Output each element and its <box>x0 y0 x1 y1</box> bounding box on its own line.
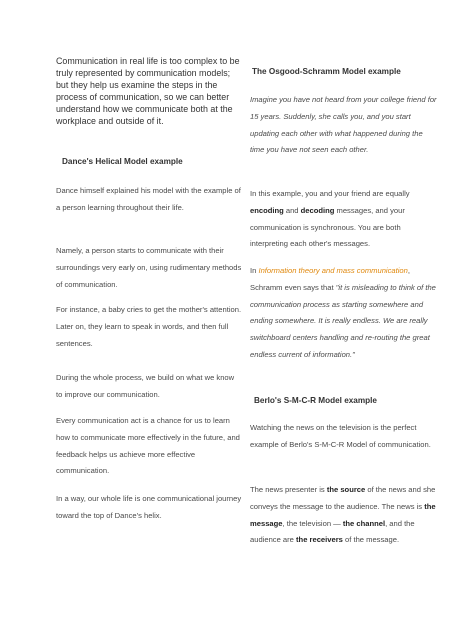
text-span: messages, and your communication is synchronous. You are both interpreting each other's messages. <box>250 205 405 249</box>
left-paragraph-2: Namely, a person starts to communicate with their surroundings very early on, using rudimentary methods of communication. <box>56 246 242 289</box>
text-span: The news presenter is <box>250 485 327 494</box>
bold-source: the source <box>326 485 366 494</box>
right-paragraph-2 <box>250 186 438 253</box>
bold-channel: the channel <box>342 518 386 528</box>
left-paragraph-4: During the whole process, we build on what we know to improve our communication. <box>56 373 235 399</box>
left-paragraph-1: Dance himself explained his model with the example of a person learning throughout their life. <box>56 186 241 212</box>
left-paragraph-6: In a way, our whole life is one communicational journey toward the top of Dance's helix. <box>56 494 242 520</box>
bold-decoding: decoding <box>300 205 335 215</box>
text-span: In this example, you and your friend are equally <box>250 189 410 198</box>
text-span: , and the audience are <box>250 518 415 545</box>
bold-encoding: encoding <box>250 205 284 215</box>
info-theory-link[interactable]: Information theory and mass communication <box>258 266 408 275</box>
text-span: , Schramm even says that <box>250 266 410 292</box>
text-span: In <box>250 266 259 275</box>
osgood-heading: The Osgood-Schramm Model example <box>252 67 401 76</box>
right-paragraph-3 <box>250 263 438 364</box>
left-paragraph-5: Every communication act is a chance for us to learn how to communicate more effectively in the future, and feedback helps us achieve more effective communication. <box>56 416 240 476</box>
berlo-heading: Berlo's S-M-C-R Model example <box>254 396 377 405</box>
left-paragraph-3: For instance, a baby cries to get the mother's attention. Later on, they learn to speak in words, and then full sentences. <box>56 305 242 348</box>
text-span: of the news and she conveys the message to the audience. The news is <box>250 485 436 511</box>
bold-receivers: the receivers <box>296 535 343 545</box>
right-italic-paragraph: Imagine you have not heard from your college friend for 15 years. Suddenly, she calls you, and you start updating each other with what happened during the time you have not seen each other. <box>250 95 437 155</box>
schramm-quote: "it is misleading to think of the communication process as starting somewhere and ending somewhere. It is really endless. We are really switchboard centers handling and re-routing the great endless current of information." <box>250 282 436 359</box>
text-span: and <box>283 205 301 215</box>
intro-paragraph: Communication in real life is too complex to be truly represented by communication models; but they help us examine the steps in the process of communication, so we can better understand how we communicate both at the workplace and outside of it. <box>56 56 240 126</box>
bold-message: the message <box>250 501 436 528</box>
dance-heading: Dance's Helical Model example <box>62 157 183 166</box>
text-span: of the message. <box>342 535 400 545</box>
text-span: , the television — <box>282 518 343 528</box>
right-paragraph-5 <box>250 482 438 549</box>
right-paragraph-4: Watching the news on the television is the perfect example of Berlo's S-M-C-R Model of communication. <box>250 423 431 449</box>
